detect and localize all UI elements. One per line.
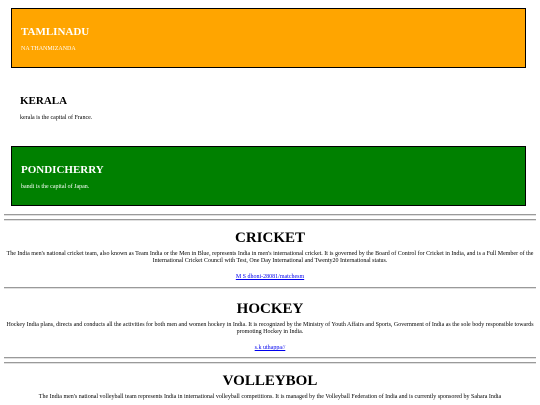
tamilnadu-text: NA THANMIZANDA [21, 46, 76, 52]
pondicherry-box [11, 146, 526, 206]
hockey-heading: HOCKEY [236, 301, 304, 317]
divider-hockey-2 [4, 362, 536, 364]
tamilnadu-title: TAMLINADU [21, 26, 90, 38]
pondicherry-title: PONDICHERRY [21, 164, 104, 176]
cricket-text: The India men's national cricket team, also known as Team India or the Men in Blue, represents India in men's international cricket. It is governed by the Board of Control for Cricket in India, and is a Full Member of the International Cricket Council with Test, One Day International and Twenty20 International status. [6, 251, 534, 264]
volleyball-section [6, 374, 534, 401]
divider-top-1 [4, 214, 536, 216]
cricket-section [6, 231, 534, 283]
volleyball-heading: VOLLEYBOL [222, 373, 318, 389]
cricket-heading: CRICKET [234, 230, 305, 246]
hockey-section [6, 302, 534, 354]
volleyball-text: The India men's national volleyball team represents India in international volleyball competitions. It is managed by the Volleyball Federation of India and is currently sponsored by Sahara India [38, 394, 502, 400]
hockey-link[interactable]: s.k uthappa// [254, 345, 286, 351]
divider-top-2 [4, 219, 536, 221]
cricket-link[interactable]: M S dhoni-28081/matchesm [235, 274, 305, 280]
pondicherry-text: bandi is the capital of Japan. [21, 184, 90, 190]
kerala-title: KERALA [20, 95, 68, 107]
hockey-text: Hockey India plans, directs and conducts all the activities for both men and women hockey in India. It is recognized by the Ministry of Youth Affairs and Sports, Government of India as the sole body responsible towards promoting Hockey in India. [6, 322, 534, 335]
divider-cricket [4, 287, 536, 289]
divider-hockey-1 [4, 357, 536, 359]
tamilnadu-box [11, 8, 526, 68]
kerala-text: kerala is the capital of France. [20, 115, 93, 121]
kerala-box [11, 85, 526, 133]
